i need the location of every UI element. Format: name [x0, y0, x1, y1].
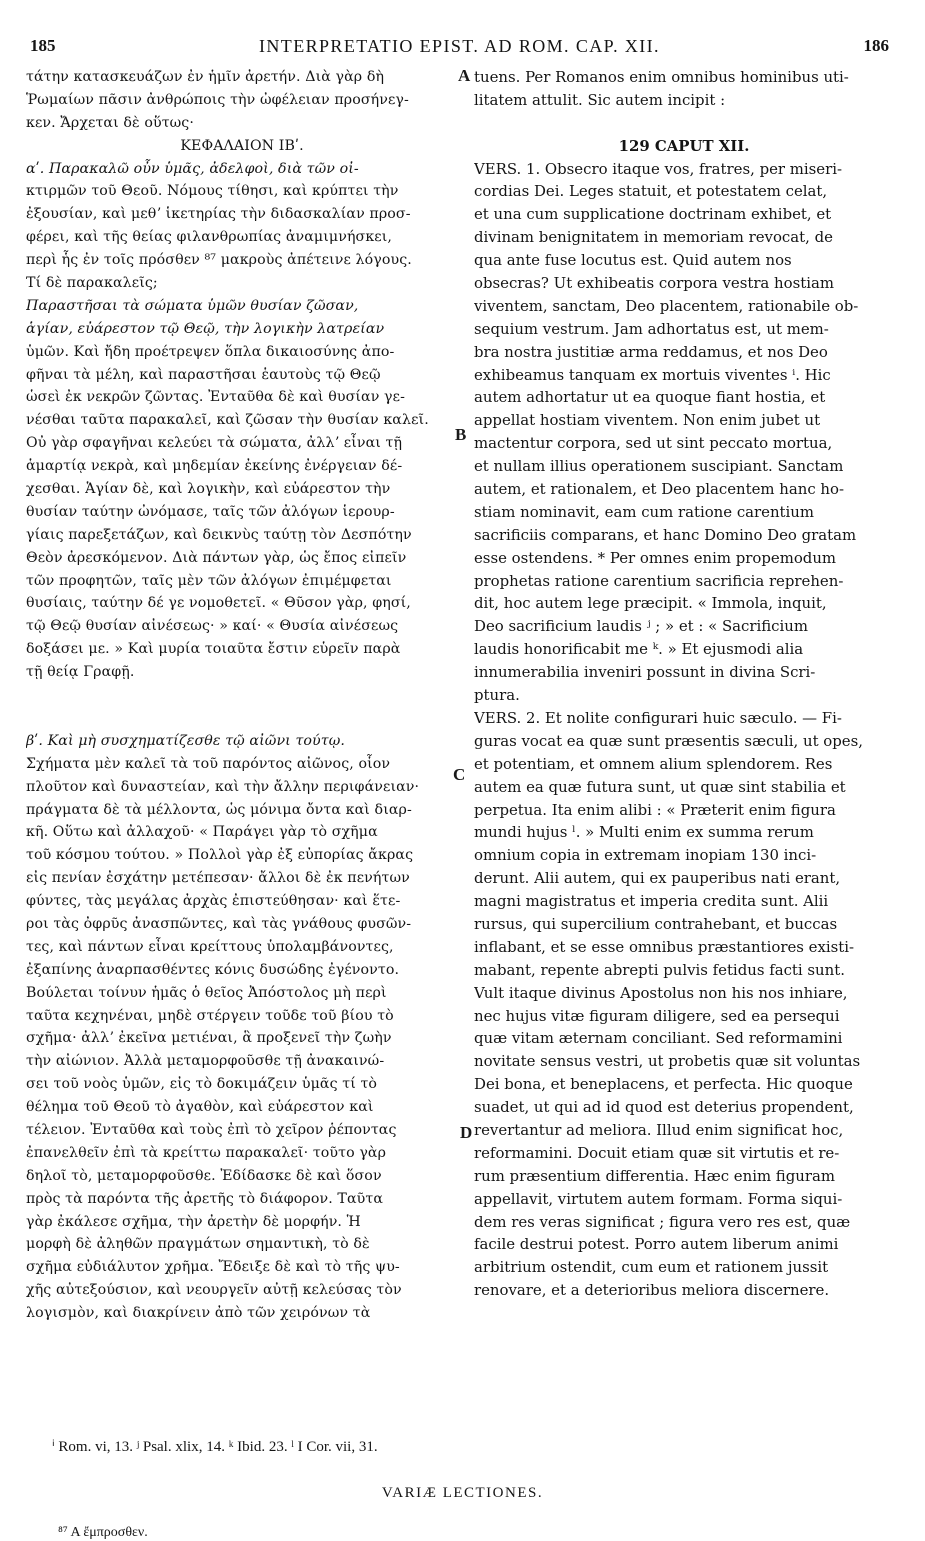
text-line: πράγματα δὲ τὰ μέλλοντα, ὡς μόνιμα ὄντα καὶ διαρ- — [26, 801, 412, 818]
text-line: appellavit, virtutem autem formam. Forma siqui- — [474, 1189, 843, 1208]
page-number-left: 185 — [30, 36, 56, 55]
text-line: Ῥωμαίων πᾶσιν ἀνθρώποις τὴν ὠφέλειαν προσήνεγ- — [26, 91, 409, 108]
text-line: renovare, et a deterioribus meliora discernere. — [474, 1281, 830, 1300]
text-line: divinam benignitatem in memoriam revocat, de — [474, 228, 833, 247]
text-line: viventem, sanctam, Deo placentem, rationabile ob- — [474, 296, 859, 315]
text-line: πρὸς τὰ παρόντα τῆς ἀρετῆς τὸ διάφορον. Ταῦτα — [26, 1190, 384, 1207]
text-line: Deo sacrificium laudis ʲ ; » et : « Sacrificium — [474, 617, 808, 636]
variant-reading: ⁸⁷ A ἔμπροσθεν. — [58, 1525, 148, 1540]
text-line: τέλειον. Ἐνταῦθα καὶ τοὺς ἐπὶ τὸ χεῖρον ῥέποντας — [26, 1121, 397, 1138]
text-line: θυσίαν ταύτην ὠνόμασε, ταῖς τῶν ἀλόγων ἱερουρ- — [26, 503, 395, 520]
text-line: τοῦ κόσμου τούτου. » Πολλοὶ γὰρ ἐξ εὐπορίας ἄκρας — [26, 847, 414, 864]
text-line: magni magistratus et imperia credita sunt. Alii — [474, 892, 829, 911]
text-line: omnium copia in extremam inopiam 130 inci- — [474, 846, 817, 865]
margin-marker-c: C — [453, 765, 466, 784]
text-line: τὴν αἰώνιον. Ἀλλὰ μεταμορφοῦσθε τῇ ἀνακαινώ- — [26, 1053, 385, 1070]
text-line: mactentur corpora, sed ut sint peccato mortua, — [474, 434, 833, 453]
text-line: τῷ Θεῷ θυσίαν αἰνέσεως· » καί· « Θυσία αἰνέσεως — [26, 618, 399, 635]
text-line: τάτην κατασκευάζων ἐν ἡμῖν ἀρετήν. Διὰ γὰρ δὴ — [26, 69, 385, 85]
text-line: revertantur ad meliora. Illud enim significat hoc, — [474, 1120, 844, 1139]
text-line: perpetua. Ita enim alibi : « Præterit enim figura — [474, 800, 836, 819]
text-line: prophetas ratione carentium sacrificia reprehen- — [474, 571, 844, 590]
text-line: αʹ. Παρακαλῶ οὖν ὑμᾶς, ἀδελφοὶ, διὰ τῶν οἰ- — [26, 160, 359, 177]
text-line: ἐξαπίνης ἀναρπασθέντες κόνις δυσώδης ἐγένοντο. — [26, 961, 400, 978]
text-line: ptura. — [474, 686, 520, 705]
text-line: rursus, qui supercilium contrahebant, et buccas — [474, 914, 838, 933]
text-line: μορφὴ δὲ ἀληθῶν πραγμάτων σημαντικὴ, τὸ δὲ — [26, 1236, 370, 1253]
text-line: autem adhortatur ut ea quoque fiant hostia, et — [474, 388, 826, 407]
text-line: σχῆμα εὐδιάλυτον χρῆμα. Ἔδειξε δὲ καὶ τὸ τῆς ψυ- — [26, 1259, 400, 1276]
margin-marker-a: A — [458, 66, 471, 85]
text-line: appellat hostiam viventem. Non enim jubet ut — [474, 411, 821, 430]
text-line: ἐπανελθεῖν ἐπὶ τὰ κρείττω παρακαλεῖ· τοῦτο γὰρ — [26, 1144, 387, 1161]
greek-column — [26, 66, 458, 1325]
text-line: nec hujus vitæ figuram diligere, sed ea persequi — [474, 1006, 840, 1025]
text-line: facile destrui potest. Porro autem liberum animi — [474, 1235, 839, 1254]
text-line: σχῆμα· ἀλλʼ ἐκεῖνα μετιέναι, ἃ προξενεῖ τὴν ζωὴν — [26, 1030, 392, 1047]
text-line: esse ostendens. * Per omnes enim propemodum — [474, 548, 837, 567]
text-line: obsecras? Ut exhibeatis corpora vestra hostiam — [474, 274, 834, 293]
text-line: mabant, repente abrepti pulvis fetidus facti sunt. — [474, 960, 845, 979]
text-line: θέλημα τοῦ Θεοῦ τὸ ἀγαθὸν, καὶ εὐάρεστον καὶ — [26, 1099, 374, 1116]
text-line: τες, καὶ πάντων εἶναι κρείττους ὑπολαμβάνοντες, — [26, 938, 394, 955]
text-line: dit, hoc autem lege præcipit. « Immola, inquit, — [474, 594, 827, 613]
text-line: et una cum supplicatione doctrinam exhibet, et — [474, 205, 832, 224]
text-line: laudis honorificabit me ᵏ. » Et ejusmodi alia — [474, 640, 804, 659]
text-line: ἁμαρτίᾳ νεκρὰ, καὶ μηδεμίαν ἐκείνης ἐνέργειαν δέ- — [26, 458, 403, 475]
text-line: Βούλεται τοίνυν ἡμᾶς ὁ θεῖος Ἀπόστολος μὴ περὶ — [26, 984, 387, 1001]
text-line: quæ vitam æternam conciliant. Sed reformamini — [474, 1029, 843, 1048]
text-line: κτιρμῶν τοῦ Θεοῦ. Νόμους τίθησι, καὶ κρύπτει τὴν — [26, 183, 399, 200]
text-line: ταῦτα κεχηνέναι, μηδὲ στέργειν τοῦδε τοῦ βίου τὸ — [26, 1007, 394, 1024]
text-line: Dei bona, et beneplacens, et perfecta. Hic quoque — [474, 1075, 853, 1094]
blank-line — [26, 684, 458, 707]
text-line: σει τοῦ νοὸς ὑμῶν, εἰς τὸ δοκιμάζειν ὑμᾶς τί τὸ — [26, 1076, 378, 1093]
text-line: φῆναι τὰ μέλη, καὶ παραστῆσαι ἑαυτοὺς τῷ Θεῷ — [26, 366, 381, 383]
text-line: Θεὸν ἀρεσκόμενον. Διὰ πάντων γὰρ, ὡς ἔπος εἰπεῖν — [26, 549, 407, 566]
text-line: et potentiam, et omnem alium splendorem. Res — [474, 754, 833, 773]
text-line: ΚΕΦΑΛΑΙΟΝ ΙΒʹ. — [180, 137, 304, 154]
text-line: λογισμὸν, καὶ διακρίνειν ἀπὸ τῶν χειρόνων τὰ — [26, 1305, 371, 1322]
running-header — [30, 36, 889, 60]
text-line: ὡσεὶ ἐκ νεκρῶν ζῶντας. Ἐνταῦθα δὲ καὶ θυσίαν γε- — [26, 389, 405, 406]
text-line: χεσθαι. Ἁγίαν δὲ, καὶ λογικὴν, καὶ εὐάρεστον τὴν — [26, 481, 391, 498]
text-line: ὑμῶν. Καὶ ἤδη προέτρεψεν ὅπλα δικαιοσύνης ἀπο- — [26, 343, 395, 360]
text-line: κεν. Ἄρχεται δὲ οὕτως· — [26, 114, 194, 131]
text-line: Σχήματα μὲν καλεῖ τὰ τοῦ παρόντος αἰῶνος, οἷον — [26, 755, 391, 772]
text-line: νέσθαι ταῦτα παρακαλεῖ, καὶ ζῶσαν τὴν θυσίαν καλεῖ. — [26, 412, 429, 429]
text-line: suadet, ut qui ad id quod est deterius propendent, — [474, 1098, 854, 1117]
text-line: Οὐ γὰρ σφαγῆναι κελεύει τὰ σώματα, ἀλλʼ εἶναι τῇ — [26, 435, 403, 452]
text-line: VERS. 1. Obsecro itaque vos, fratres, per miseri- — [474, 159, 843, 178]
footnote-references: ⁱ Rom. vi, 13. ʲ Psal. xlix, 14. ᵏ Ibid. 23. ˡ I Cor. vii, 31. — [52, 1439, 378, 1455]
text-line: litatem attulit. Sic autem incipit : — [474, 90, 726, 109]
text-line: bra nostra justitiæ arma reddamus, et nos Deo — [474, 342, 828, 361]
text-line: Τί δὲ παρακαλεῖς; — [26, 275, 158, 292]
text-line: Παραστῆσαι τὰ σώματα ὑμῶν θυσίαν ζῶσαν, — [26, 297, 359, 314]
text-line: dem res veras significat ; figura vero res est, quæ — [474, 1212, 851, 1231]
margin-marker-b: B — [455, 425, 467, 444]
text-line: φύντες, τὰς μεγάλας ἀρχὰς ἐπιστεύθησαν· καὶ ἕτε- — [26, 893, 401, 910]
text-line: sequium vestrum. Jam adhortatus est, ut mem- — [474, 319, 829, 338]
text-line: χῆς αὐτεξούσιον, καὶ νεουργεῖν αὐτῇ κελεύσας τὸν — [26, 1282, 402, 1299]
text-line: εἰς πενίαν ἐσχάτην μετέπεσαν· ἄλλοι δὲ ἐκ πενήτων — [26, 870, 410, 887]
text-line: ἁγίαν, εὐάρεστον τῷ Θεῷ, τὴν λογικὴν λατρείαν — [26, 320, 385, 337]
text-line: πλοῦτον καὶ δυναστείαν, καὶ τὴν ἄλλην περιφάνειαν· — [26, 778, 420, 795]
text-line: innumerabilia inveniri possunt in divina Scri- — [474, 663, 816, 682]
latin-column — [474, 66, 894, 1302]
text-line: κῆ. Οὕτω καὶ ἀλλαχοῦ· « Παράγει γὰρ τὸ σχῆμα — [26, 824, 378, 841]
text-line: autem, et rationalem, et Deo placentem hanc ho- — [474, 480, 844, 499]
text-line: rum præsentium differentia. Hæc enim figuram — [474, 1166, 835, 1185]
text-line: φέρει, καὶ τῆς θείας φιλανθρωπίας ἀναμιμνήσκει, — [26, 229, 393, 246]
text-line: δοξάσει με. » Καὶ μυρία τοιαῦτα ἔστιν εὑρεῖν παρὰ — [26, 641, 401, 658]
text-line: derunt. Alii autem, qui ex pauperibus nati erant, — [474, 869, 841, 888]
text-line: tuens. Per Romanos enim omnibus hominibus uti- — [474, 68, 849, 86]
text-line: inflabant, et se esse omnibus præstantiores existi- — [474, 937, 855, 956]
text-line: βʹ. Καὶ μὴ συσχηματίζεσθε τῷ αἰῶνι τούτῳ. — [26, 732, 345, 749]
text-line: guras vocat ea quæ sunt præsentis sæculi, ut opes, — [474, 731, 863, 750]
text-line: qua ante fuse locutus est. Quid autem nos — [474, 251, 792, 270]
running-title: INTERPRETATIO EPIST. AD ROM. CAP. XII. — [259, 36, 660, 56]
text-line: περὶ ἧς ἐν τοῖς πρόσθεν ⁸⁷ μακροὺς ἀπέτεινε λόγους. — [26, 252, 412, 269]
text-line: novitate sensus vestri, ut probetis quæ sit voluntas — [474, 1052, 861, 1071]
text-line: reformamini. Docuit etiam quæ sit virtutis et re- — [474, 1143, 840, 1162]
text-line: exhibeamus tanquam ex mortuis viventes ⁱ. Hic — [474, 365, 831, 384]
page-number-right: 186 — [863, 36, 889, 55]
blank-line — [474, 112, 894, 135]
text-line: cordias Dei. Leges statuit, et potestatem celat, — [474, 182, 828, 201]
text-line: 129 CAPUT XII. — [618, 136, 750, 155]
text-line: autem ea quæ futura sunt, ut quæ sint stabilia et — [474, 777, 846, 796]
text-line: γίαις παρεξετάζων, καὶ δεικνὺς ταύτῃ τὸν Δεσπότην — [26, 526, 412, 543]
text-line: ροι τὰς ὀφρῦς ἀνασπῶντες, καὶ τὰς γνάθους φυσῶν- — [26, 915, 412, 932]
text-line: γὰρ ἐκάλεσε σχῆμα, τὴν ἀρετὴν δὲ μορφήν. Ἡ — [26, 1213, 361, 1230]
text-line: mundi hujus ˡ. » Multi enim ex summa rerum — [474, 823, 814, 842]
blank-line — [26, 707, 458, 730]
text-line: ἐξουσίαν, καὶ μεθʼ ἱκετηρίας τὴν διδασκαλίαν προσ- — [26, 206, 411, 223]
text-line: arbitrium ostendit, cum eum et rationem jussit — [474, 1258, 829, 1277]
margin-marker-d: D — [460, 1123, 473, 1142]
text-line: δηλοῖ τὸ, μεταμορφοῦσθε. Ἐδίδασκε δὲ καὶ ὅσον — [26, 1167, 382, 1184]
text-line: et nullam illius operationem suscipiant. Sanctam — [474, 457, 844, 476]
text-line: stiam nominavit, eam cum ratione carentium — [474, 502, 815, 521]
text-line: sacrificiis comparans, et hanc Domino Deo gratam — [474, 525, 857, 544]
variae-lectiones-heading: VARIÆ LECTIONES. — [381, 1485, 544, 1501]
text-line: τῶν προφητῶν, ταῖς μὲν τῶν ἀλόγων ἐπιμέμφεται — [26, 572, 392, 589]
text-line: Vult itaque divinus Apostolus non his nos inhiare, — [474, 983, 848, 1002]
text-line: τῇ θείᾳ Γραφῇ. — [26, 664, 135, 681]
text-line: θυσίαις, ταύτην δέ γε νομοθετεῖ. « Θῦσον γὰρ, φησί, — [26, 595, 411, 612]
text-line: VERS. 2. Et nolite configurari huic sæculo. — Fi- — [474, 708, 842, 727]
